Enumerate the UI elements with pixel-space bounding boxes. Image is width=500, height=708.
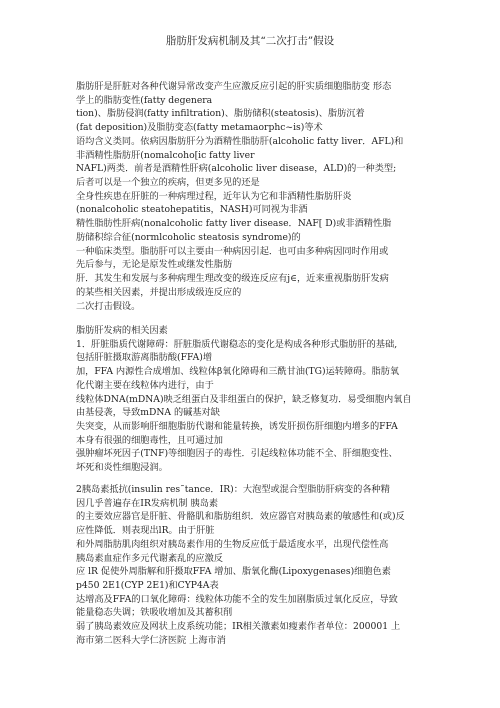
text-line: (nonalcoholic steatohepatitis，NASH)可同视为非酒 bbox=[76, 204, 308, 216]
text-line: tion)、脂肪侵润(fatty infiltration)、脂肪储积(steatosis)、脂肪沉着 bbox=[76, 108, 365, 120]
text-line: 脂肪肝发病的相关因素 bbox=[76, 325, 168, 336]
text-line: 坏死和炎性细胞浸润。 bbox=[76, 462, 168, 474]
text-line: 达增高及FFA的口氧化障碍：线粒体功能不全的发生加剧脂质过氧化反应，导致 bbox=[76, 593, 398, 605]
text-line: (fat deposition)及脂肪变态(fatty metamaorphc~is)等术 bbox=[76, 122, 323, 134]
text-line: 后者可以是一个独立的疾病，但更多见的还是 bbox=[76, 177, 260, 189]
text-line: 包括肝脏摄取游离脂肪酸(FFA)增 bbox=[76, 352, 213, 364]
text-line: 强肿瘤坏死因子(TNF)等细胞因子的毒性．引起线粒体功能不全、肝细胞变性、 bbox=[76, 448, 398, 460]
text-line: 和外周脂肪肌肉组织对胰岛素作用的生物反应低于最适度水平，出现代偿性高 bbox=[76, 538, 389, 550]
text-line: 本身有很强的细胞毒性，且可通过加 bbox=[76, 434, 223, 446]
text-line: 失突变，从而影响肝细胞脂肪代谢和能量转换，诱发肝损伤肝细胞内增多的FFA bbox=[76, 421, 398, 433]
text-line: 学上的脂肪变性(fatty degenera bbox=[76, 94, 213, 106]
paragraph-insulin-resistance bbox=[76, 483, 442, 648]
text-line: 先后参与，无论是原发性或继发性脂肪 bbox=[76, 259, 233, 271]
text-line: 由基侵袭，导致mDNA 的碱基对缺 bbox=[76, 407, 220, 419]
text-line: p450 2E1(CYP 2E1)和CYP4A表 bbox=[76, 580, 219, 592]
text-line: 应性降低．则表现出lR。由于肝脏 bbox=[76, 525, 215, 537]
text-line: 脂肪肝是肝脏对各种代谢异常改变产生应激反应引起的肝实质细胞脂肪变 形态 bbox=[76, 81, 392, 92]
paragraph-intro bbox=[76, 80, 442, 313]
text-line: 2胰岛素抵抗(insulin res˜tance．IR)：大泡型或混合型脂肪肝病变的各种精 bbox=[76, 484, 390, 495]
text-line: 海市第二医科大学仁济医院 上海市消 bbox=[76, 634, 226, 646]
text-line: 能量稳态失调；铁吸收增加及其蓄积削 bbox=[76, 607, 233, 619]
text-line: 化代谢主要在线粒体内进行，由于 bbox=[76, 379, 214, 391]
text-line: 精性脂肪性肝病(nonalcoholic fatty liver disease．NAF[ D)或非酒精性脂 bbox=[76, 218, 392, 230]
text-line: 因几乎普遍存在IR发病机制 胰岛素 bbox=[76, 497, 219, 509]
text-line: 1．肝脏脂质代谢障碍：肝脏脂质代谢稳态的变化是构成各种形式脂肪肝的基础, bbox=[76, 338, 398, 350]
text-line: 全身性疾患在肝脏的一种病理过程，近年认为它和非酒精性脂肪肝炎 bbox=[76, 190, 352, 202]
paragraph-lipid-metabolism bbox=[76, 324, 442, 475]
text-line: 非酒精性脂肪肝(nomalcoho[ic fatty liver bbox=[76, 149, 255, 161]
text-line: 的主要效应器官是肝脏、骨骼肌和脂肪组织．效应器官对胰岛素的敏感性和(或)反 bbox=[76, 511, 405, 523]
text-line: 线粒体DNA(mDNA)映乏组蛋白及非组蛋白的保护，缺乏修复功．易受细胞内氧自 bbox=[76, 393, 412, 405]
document-title: 脂肪肝发病机制及其“二次打击”假设 bbox=[165, 35, 335, 47]
text-line: NAFL)两类．前者是酒精性肝病(alcoholic liver disease，ALD)的一种类型; bbox=[76, 163, 397, 175]
text-line: 一种临床类型。脂肪肝可以主要由一种病因引起．也可由多种病因同时作用或 bbox=[76, 245, 389, 257]
text-line: 语均含义类同。依病因脂肪肝分为酒精性脂肪肝(alcoholic fatty liver．AFL)和 bbox=[76, 135, 404, 147]
text-line: 弱了胰岛素效应及网状上皮系统功能；IR相关激素如瘦素作者单位：200001 上 bbox=[76, 621, 401, 633]
text-line: 二次打击假设。 bbox=[76, 300, 141, 312]
text-line: 的某些相关因素，并提出形成级连反应的 bbox=[76, 286, 242, 298]
text-line: 胰岛素血症作多元代谢紊乱的应激反 bbox=[76, 552, 223, 564]
text-line: 肝．其发生和发展与多种病理生理改变的级连反应有j∈，近来重视脂肪肝发病 bbox=[76, 273, 389, 285]
text-line: 应 lR 促使外周脂解和肝摄取FFA 增加、脂氧化酶(Lipoxygenases)细胞色素 bbox=[76, 566, 391, 578]
text-line: 加，FFA 内源性合成增加、线粒体β氧化障碍和三酰甘油(TG)运转障碍。脂肪氧 bbox=[76, 366, 400, 378]
text-line: 肪储积综合征(normlcoholic steatosis syndrome)的 bbox=[76, 231, 301, 243]
